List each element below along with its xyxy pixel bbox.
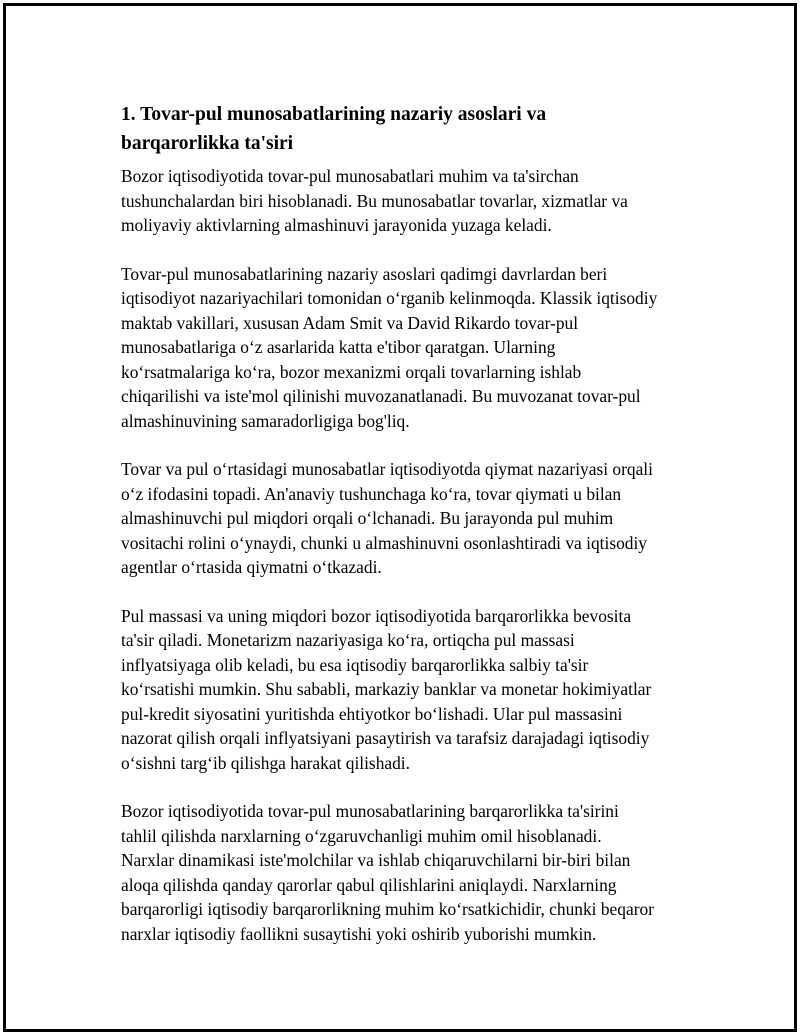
paragraph-4: Pul massasi va uning miqdori bozor iqtisodiyotida barqarorlikka bevosita ta'sir qiladi. Monetarizm nazariyasiga ko‘ra, ortiqcha pul massasi inflyatsiyaga olib keladi, bu esa iqtisodiy barqarorlikka salbiy ta'sir ko‘rsatishi mumkin. Shu sababli, markaziy banklar va monetar hokimiyatlar pul-kredit siyosatini yuritishda ehtiyotkor bo‘lishadi. Ular pul massasini nazorat qilish orqali inflyatsiyani pasaytirish va tarafsiz darajadagi iqtisodiy o‘sishni targ‘ib qilishga harakat qilishadi. [121,605,652,773]
paragraph-3: Tovar va pul o‘rtasidagi munosabatlar iqtisodiyotda qiymat nazariyasi orqali o‘z ifodasini topadi. An'anaviy tushunchaga ko‘ra, tovar qiymati u bilan almashinuvchi pul miqdori orqali o‘lchanadi. Bu jarayonda pul muhim vositachi rolini o‘ynaydi, chunki u almashinuvni osonlashtiradi va iqtisodiy agentlar o‘rtasida qiymatni o‘tkazadi. [121,459,653,577]
paragraph-5: Bozor iqtisodiyotida tovar-pul munosabatlarining barqarorlikka ta'sirini tahlil qilishda narxlarning o‘zgaruvchanligi muhim omil hisoblanadi. Narxlar dinamikasi iste'molchilar va ishlab chiqaruvchilarni bir-biri bilan aloqa qilishda qanday qarorlar qabul qilishlarini aniqlaydi. Narxlarning barqarorligi iqtisodiy barqarorlikning muhim ko‘rsatkichidir, chunki beqaror narxlar iqtisodiy faollikni susaytishi yoki oshirib yuborishi mumkin. [121,801,654,944]
page-frame [3,3,797,1032]
paragraph-1: Bozor iqtisodiyotida tovar-pul munosabatlari muhim va ta'sirchan tushunchalardan biri hisoblanadi. Bu munosabatlar tovarlar, xizmatlar va moliyaviy aktivlarning almashinuvi jarayonida yuzaga keladi. [121,166,628,235]
paragraph-2: Tovar-pul munosabatlarining nazariy asoslari qadimgi davrlardan beri iqtisodiyot nazariyachilari tomonidan o‘rganib kelinmoqda. Klassik iqtisodiy maktab vakillari, xususan Adam Smit va David Rikardo tovar-pul munosabatlariga o‘z asarlarida katta e'tibor qaratgan. Ularning ko‘rsatmalariga ko‘ra, bozor mexanizmi orqali tovarlarning ishlab chiqarilishi va iste'mol qilinishi muvozanatlanadi. Bu muvozanat tovar-pul almashinuvining samaradorligiga bog'liq. [121,263,658,431]
document-body [121,100,701,970]
section-heading: 1. Tovar-pul munosabatlarining nazariy asoslari va barqarorlikka ta'siri [121,104,547,154]
